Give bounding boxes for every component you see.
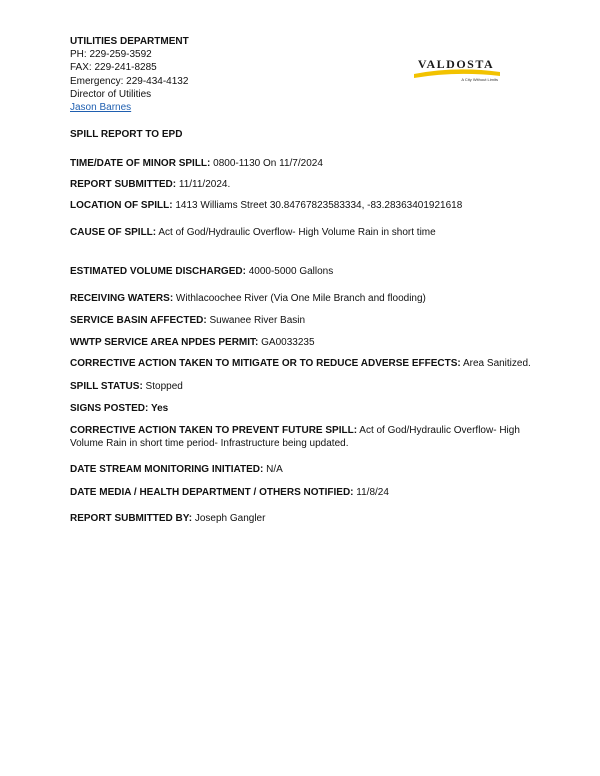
field-notified-date: DATE MEDIA / HEALTH DEPARTMENT / OTHERS NOTIFIED: 11/8/24	[70, 487, 389, 498]
field-receiving-waters: RECEIVING WATERS: Withlacoochee River (Via One Mile Branch and flooding)	[70, 293, 426, 304]
letterhead	[70, 35, 189, 114]
field-monitoring-date: DATE STREAM MONITORING INITIATED: N/A	[70, 464, 283, 475]
field-npdes-permit: WWTP SERVICE AREA NPDES PERMIT: GA0033235	[70, 337, 315, 348]
field-location: LOCATION OF SPILL: 1413 Williams Street 30.84767823583334, -83.28363401921618	[70, 200, 463, 211]
report-title: SPILL REPORT TO EPD	[70, 129, 183, 140]
field-prevention-action: CORRECTIVE ACTION TAKEN TO PREVENT FUTURE SPILL: Act of God/Hydraulic Overflow- High Volume Rain in short time period- Infrastructure being updated.	[70, 425, 520, 449]
phone-number: PH: 229-259-3592	[70, 49, 152, 61]
field-report-submitted: REPORT SUBMITTED: 11/11/2024.	[70, 179, 231, 190]
fax-number: FAX: 229-241-8285	[70, 62, 157, 74]
field-signs-posted: SIGNS POSTED: Yes	[70, 403, 169, 414]
field-submitted-by: REPORT SUBMITTED BY: Joseph Gangler	[70, 513, 266, 524]
emergency-number: Emergency: 229-434-4132	[70, 75, 189, 87]
director-link[interactable]: Jason Barnes	[70, 102, 132, 114]
valdosta-logo	[410, 54, 502, 84]
field-spill-time: TIME/DATE OF MINOR SPILL: 0800-1130 On 11/7/2024	[70, 158, 323, 169]
field-cause: CAUSE OF SPILL: Act of God/Hydraulic Overflow- High Volume Rain in short time	[70, 227, 436, 238]
field-volume: ESTIMATED VOLUME DISCHARGED: 4000-5000 Gallons	[70, 266, 334, 277]
director-role: Director of Utilities	[70, 88, 152, 100]
department-name: UTILITIES DEPARTMENT	[70, 36, 189, 47]
field-mitigation-action: CORRECTIVE ACTION TAKEN TO MITIGATE OR TO REDUCE ADVERSE EFFECTS: Area Sanitized.	[70, 358, 531, 369]
logo-wordmark: VALDOSTA	[417, 57, 495, 71]
field-service-basin: SERVICE BASIN AFFECTED: Suwanee River Basin	[70, 315, 306, 326]
logo-tagline: A City Without Limits	[461, 77, 498, 82]
field-spill-status: SPILL STATUS: Stopped	[70, 381, 183, 392]
